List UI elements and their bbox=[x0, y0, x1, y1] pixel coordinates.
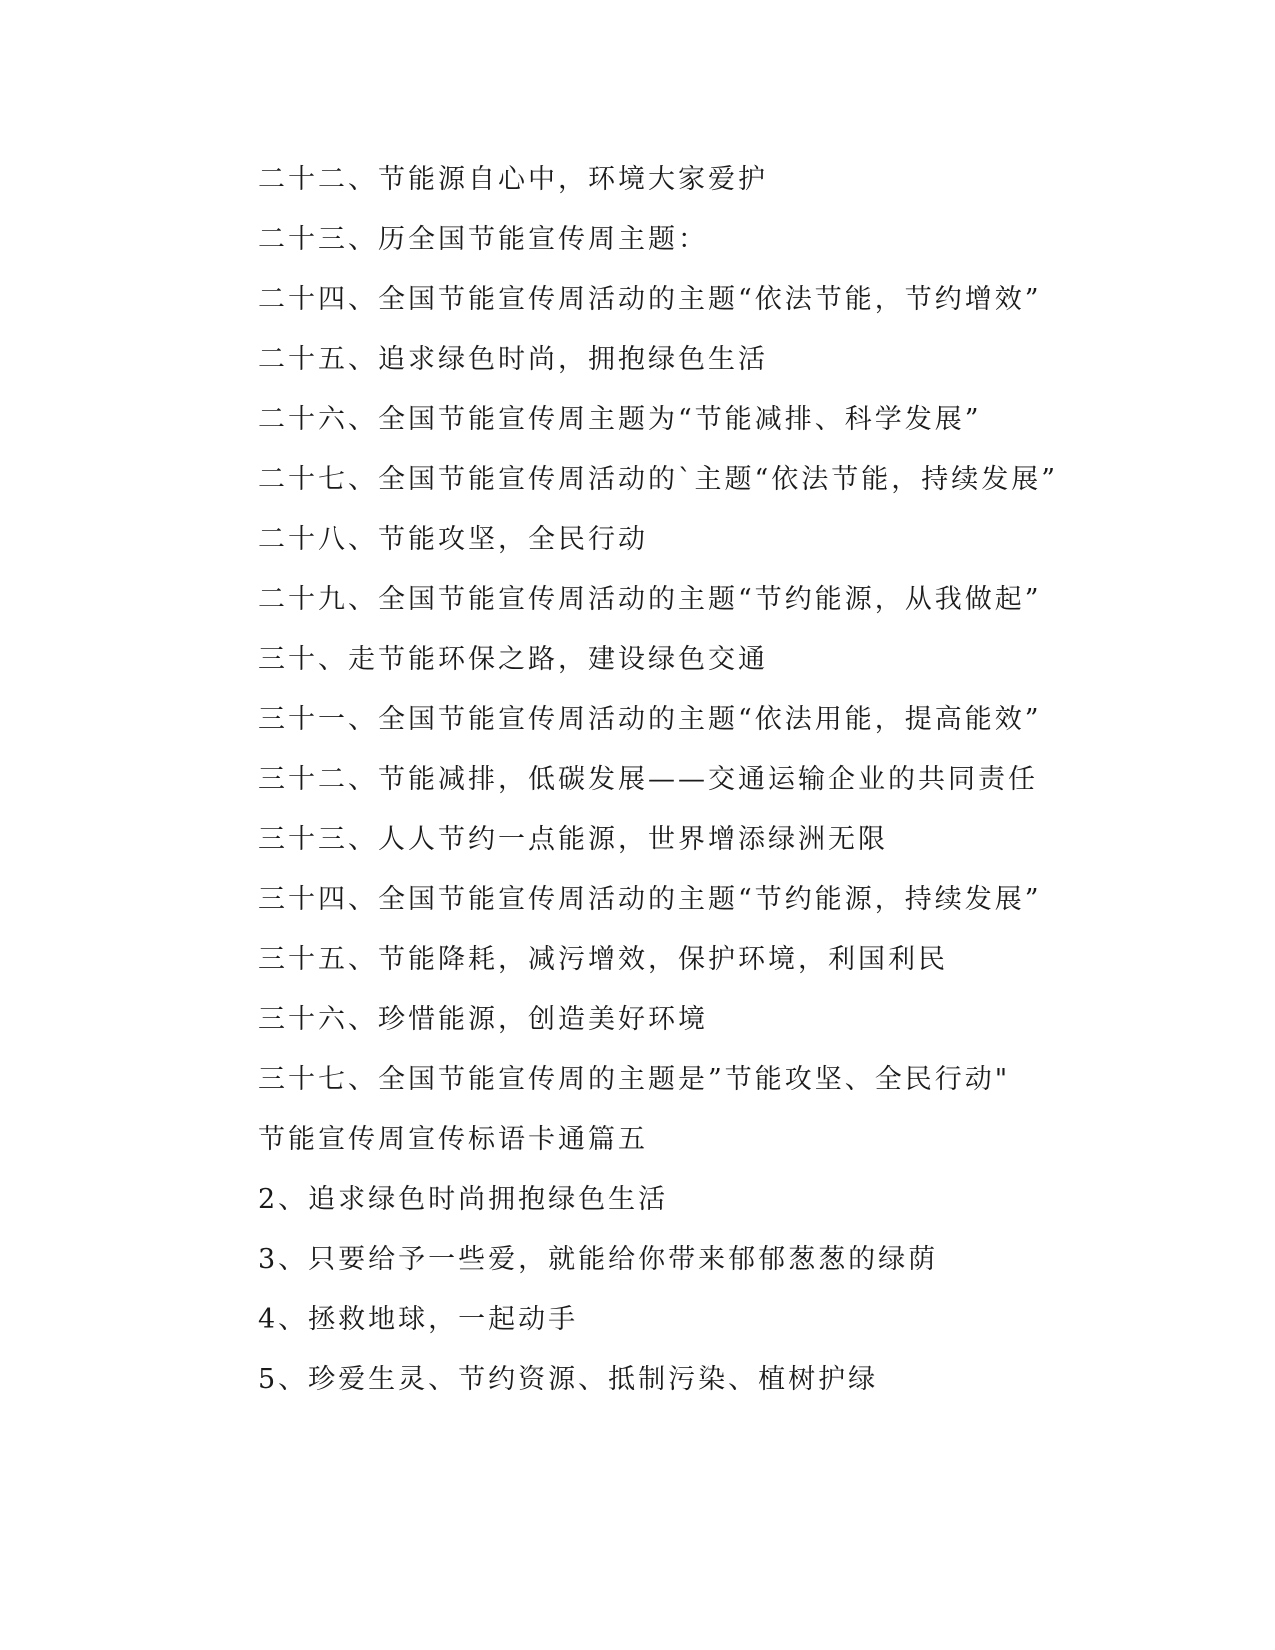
slogan-line: 三十六、珍惜能源，创造美好环境 bbox=[258, 1004, 708, 1035]
slogan-line: 二十五、追求绿色时尚，拥抱绿色生活 bbox=[258, 344, 768, 375]
slogan-line: 三十四、全国节能宣传周活动的主题“节约能源，持续发展” bbox=[258, 884, 1042, 915]
slogan-line: 三十、走节能环保之路，建设绿色交通 bbox=[258, 644, 768, 675]
slogan-line: 3、只要给予一些爱，就能给你带来郁郁葱葱的绿荫 bbox=[258, 1244, 939, 1275]
slogan-line: 二十六、全国节能宣传周主题为“节能减排、科学发展” bbox=[258, 404, 982, 435]
slogan-line: 二十八、节能攻坚，全民行动 bbox=[258, 524, 648, 555]
slogan-line: 二十九、全国节能宣传周活动的主题“节约能源，从我做起” bbox=[258, 584, 1042, 615]
slogan-line: 二十四、全国节能宣传周活动的主题“依法节能，节约增效” bbox=[258, 284, 1042, 315]
section-heading: 节能宣传周宣传标语卡通篇五 bbox=[258, 1124, 648, 1155]
slogan-line: 二十二、节能源自心中，环境大家爱护 bbox=[258, 164, 768, 195]
slogan-line: 三十七、全国节能宣传周的主题是”节能攻坚、全民行动" bbox=[258, 1064, 1011, 1095]
slogan-line: 三十三、人人节约一点能源，世界增添绿洲无限 bbox=[258, 824, 888, 855]
slogan-line: 三十二、节能减排，低碳发展——交通运输企业的共同责任 bbox=[258, 764, 1038, 795]
document-body bbox=[258, 162, 1058, 1422]
slogan-line: 5、珍爱生灵、节约资源、抵制污染、植树护绿 bbox=[258, 1364, 879, 1395]
slogan-line: 三十一、全国节能宣传周活动的主题“依法用能，提高能效” bbox=[258, 704, 1042, 735]
slogan-line: 2、追求绿色时尚拥抱绿色生活 bbox=[258, 1184, 669, 1215]
slogan-line: 4、拯救地球，一起动手 bbox=[258, 1304, 579, 1335]
slogan-line: 三十五、节能降耗，减污增效，保护环境，利国利民 bbox=[258, 944, 948, 975]
slogan-line: 二十七、全国节能宣传周活动的`主题“依法节能，持续发展” bbox=[258, 464, 1059, 495]
slogan-line: 二十三、历全国节能宣传周主题： bbox=[258, 224, 708, 255]
